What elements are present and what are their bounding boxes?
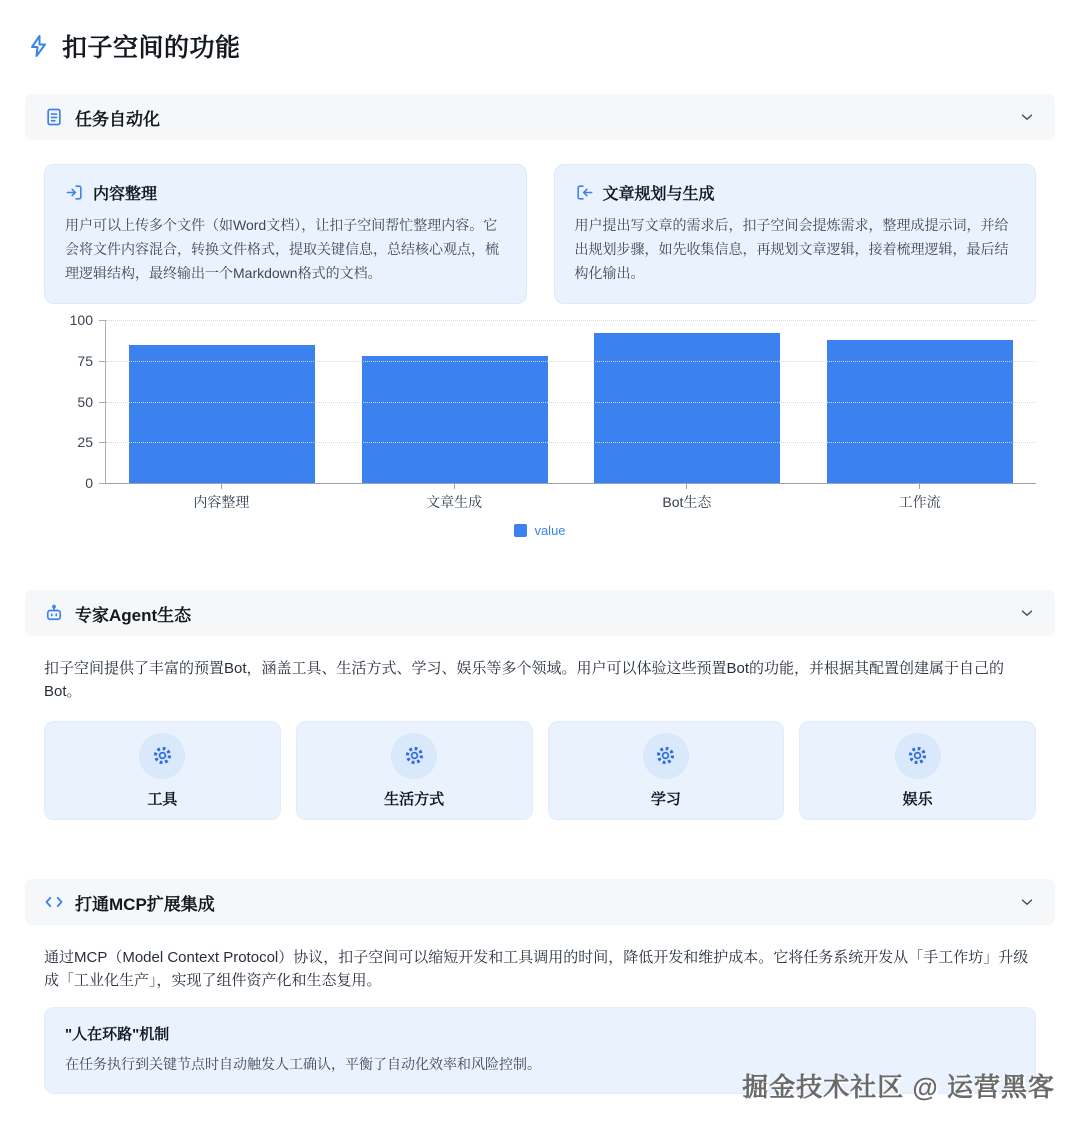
section-header-agent-ecosystem[interactable] [25, 590, 1055, 636]
feature-card-title: 文章规划与生成 [602, 186, 715, 203]
category-card-lifestyle [296, 721, 533, 820]
chart-gridline [106, 361, 1036, 362]
human-in-loop-title: "人在环路"机制 [65, 1026, 170, 1044]
human-in-loop-body: 在任务执行到关键节点时自动触发人工确认，平衡了自动化效率和风险控制。 [65, 1056, 541, 1073]
x-axis-tick [221, 484, 222, 489]
section-header-task-automation[interactable] [25, 94, 1055, 140]
document-icon [44, 107, 64, 127]
chart-legend [44, 523, 1036, 538]
y-axis-tick [99, 361, 106, 362]
category-card-learning [548, 721, 785, 820]
chart-category-axis [105, 484, 1036, 512]
category-label: 工具 [147, 790, 178, 808]
lightning-icon [27, 34, 51, 58]
gear-icon [404, 745, 425, 766]
feature-card-title: 内容整理 [93, 186, 158, 203]
feature-card-article-generation [554, 164, 1037, 304]
gear-icon [655, 745, 676, 766]
section-body-task-automation [25, 164, 1055, 538]
chart-bar [129, 345, 315, 484]
icon-circle [391, 733, 437, 779]
section-title: 打通MCP扩展集成 [75, 894, 215, 914]
section-body-agent-ecosystem [25, 658, 1055, 820]
export-doc-icon [575, 183, 594, 202]
y-axis-label: 0 [85, 475, 93, 492]
x-axis-label: 内容整理 [105, 484, 338, 512]
chevron-down-icon[interactable] [1018, 893, 1036, 911]
section-title: 专家Agent生态 [75, 605, 192, 625]
mcp-paragraph: 通过MCP（Model Context Protocol）协议，扣子空间可以缩短开发和工具调用的时间，降低开发和维护成本。它将任务系统开发从「手工作坊」升级成「工业化生产」，实现了组件资产化和生态复用。 [44, 949, 1029, 989]
code-icon [44, 892, 64, 912]
x-axis-label: 文章生成 [338, 484, 571, 512]
y-axis-label: 75 [77, 352, 93, 369]
gear-icon [152, 745, 173, 766]
icon-circle [643, 733, 689, 779]
bar-chart [44, 312, 1036, 539]
section-title: 任务自动化 [75, 109, 160, 129]
import-arrow-icon [65, 183, 84, 202]
x-axis-tick [919, 484, 920, 489]
chart-bar [594, 333, 780, 483]
y-axis-label: 25 [77, 434, 93, 451]
feature-card-body: 用户提出写文章的需求后，扣子空间会提炼需求，整理成提示词，并给出规划步骤，如先收集信息，再规划文章逻辑，接着梳理逻辑，最后结构化输出。 [574, 217, 1009, 282]
chart-plot [69, 312, 1036, 492]
y-axis-label: 50 [77, 393, 93, 410]
x-axis-tick [454, 484, 455, 489]
y-axis-tick [99, 483, 106, 484]
chevron-down-icon[interactable] [1018, 604, 1036, 622]
x-axis-tick [686, 484, 687, 489]
icon-circle [139, 733, 185, 779]
page-title: 扣子空间的功能 [62, 34, 241, 62]
watermark: 掘金技术社区 @ 运营黑客 [742, 1072, 1055, 1102]
category-label: 学习 [650, 790, 681, 808]
robot-icon [44, 603, 64, 623]
feature-card-body: 用户可以上传多个文件（如Word文档），让扣子空间帮忙整理内容。它会将文件内容混合，转换文件格式，提取关键信息，总结核心观点，梳理逻辑结构，最终输出一个Markdown格式的文档。 [65, 217, 499, 282]
chevron-down-icon[interactable] [1018, 108, 1036, 126]
category-label: 生活方式 [384, 790, 445, 808]
y-axis-label: 100 [69, 312, 93, 329]
legend-label: value [534, 523, 566, 539]
chart-gridline [106, 320, 1036, 321]
gear-icon [907, 745, 928, 766]
y-axis-tick [99, 402, 106, 403]
y-axis-tick [99, 320, 106, 321]
category-card-tools [44, 721, 281, 820]
feature-card-content-organize [44, 164, 527, 304]
icon-circle [895, 733, 941, 779]
chart-bar [362, 356, 548, 483]
chart-gridline [106, 402, 1036, 403]
category-card-entertainment [799, 721, 1036, 820]
x-axis-label: Bot生态 [571, 484, 804, 512]
agent-ecosystem-intro: 扣子空间提供了丰富的预置Bot，涵盖工具、生活方式、学习、娱乐等多个领域。用户可以体验这些预置Bot的功能，并根据其配置创建属于自己的Bot。 [44, 660, 1005, 700]
legend-swatch [514, 524, 527, 537]
chart-gridline [106, 442, 1036, 443]
category-label: 娱乐 [902, 790, 933, 808]
page-header [27, 28, 1055, 64]
section-header-mcp[interactable] [25, 879, 1055, 925]
y-axis-tick [99, 442, 106, 443]
x-axis-label: 工作流 [803, 484, 1036, 512]
